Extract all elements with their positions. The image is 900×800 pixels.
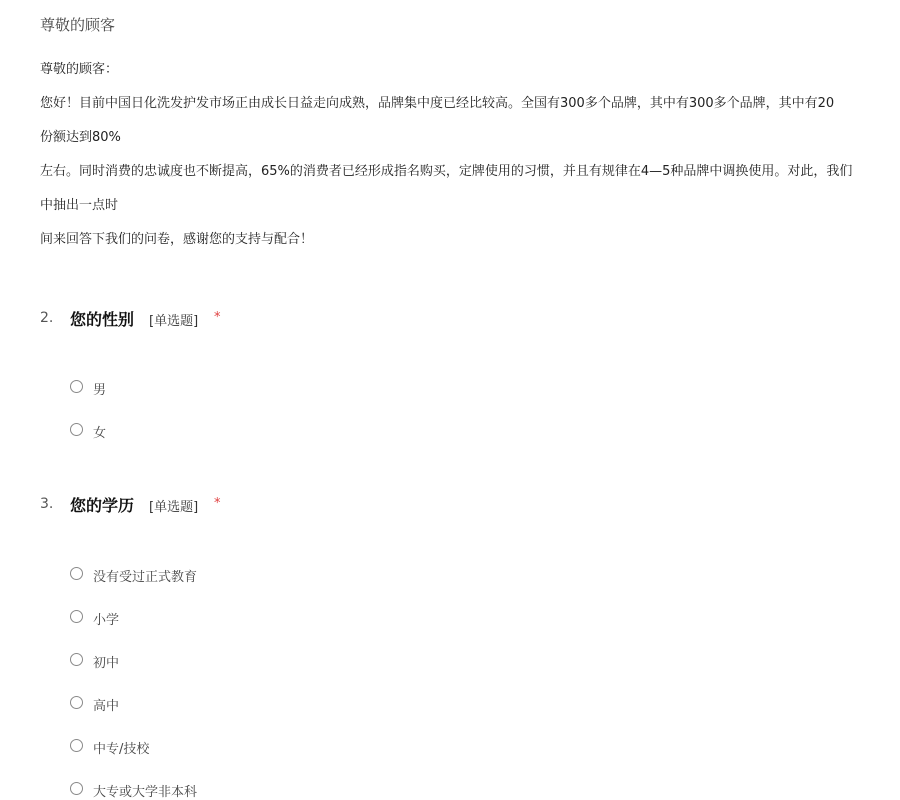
radio-button[interactable] (70, 380, 83, 393)
intro-line: 中抽出一点时 (40, 198, 119, 213)
question-education (40, 493, 900, 800)
survey-title: 尊敬的顾客 (40, 16, 116, 34)
option-label: 大专或大学非本科 (93, 785, 198, 800)
option-label: 女 (93, 426, 107, 441)
option-label: 没有受过正式教育 (93, 570, 198, 585)
option-label: 小学 (93, 613, 120, 628)
intro-greeting: 尊敬的顾客： (40, 62, 119, 77)
radio-button[interactable] (70, 782, 83, 795)
radio-button[interactable] (70, 696, 83, 709)
question-number: 3. (40, 496, 54, 512)
question-type: [单选题] (149, 314, 199, 329)
option-label: 男 (93, 383, 107, 398)
radio-button[interactable] (70, 739, 83, 752)
option-label: 高中 (93, 699, 120, 714)
question-header (40, 493, 900, 517)
required-marker: * (214, 310, 221, 325)
question-header (40, 307, 900, 331)
option-label: 初中 (93, 656, 120, 671)
radio-button[interactable] (70, 423, 83, 436)
question-number: 2. (40, 310, 54, 326)
question-title: 您的性别 (70, 310, 135, 329)
intro-line: 左右。同时消费的忠诚度也不断提高，65%的消费者已经形成指名购买，定牌使用的习惯，并且有规律在4—5种品牌中调换使用。对此，我们 (40, 164, 853, 179)
option-label: 中专/技校 (93, 742, 150, 757)
required-marker: * (214, 496, 221, 511)
question-gender (40, 307, 900, 441)
question-type: [单选题] (149, 500, 199, 515)
radio-button[interactable] (70, 610, 83, 623)
radio-button[interactable] (70, 653, 83, 666)
intro-line: 您好！目前中国日化洗发护发市场正由成长日益走向成熟，品牌集中度已经比较高。全国有300多个品牌，其中有300多个品牌，其中有20 (40, 96, 835, 111)
radio-button[interactable] (70, 567, 83, 580)
intro-line: 间来回答下我们的问卷，感谢您的支持与配合！ (40, 232, 314, 247)
intro-line: 份额达到80% (40, 130, 121, 145)
question-title: 您的学历 (70, 496, 135, 515)
